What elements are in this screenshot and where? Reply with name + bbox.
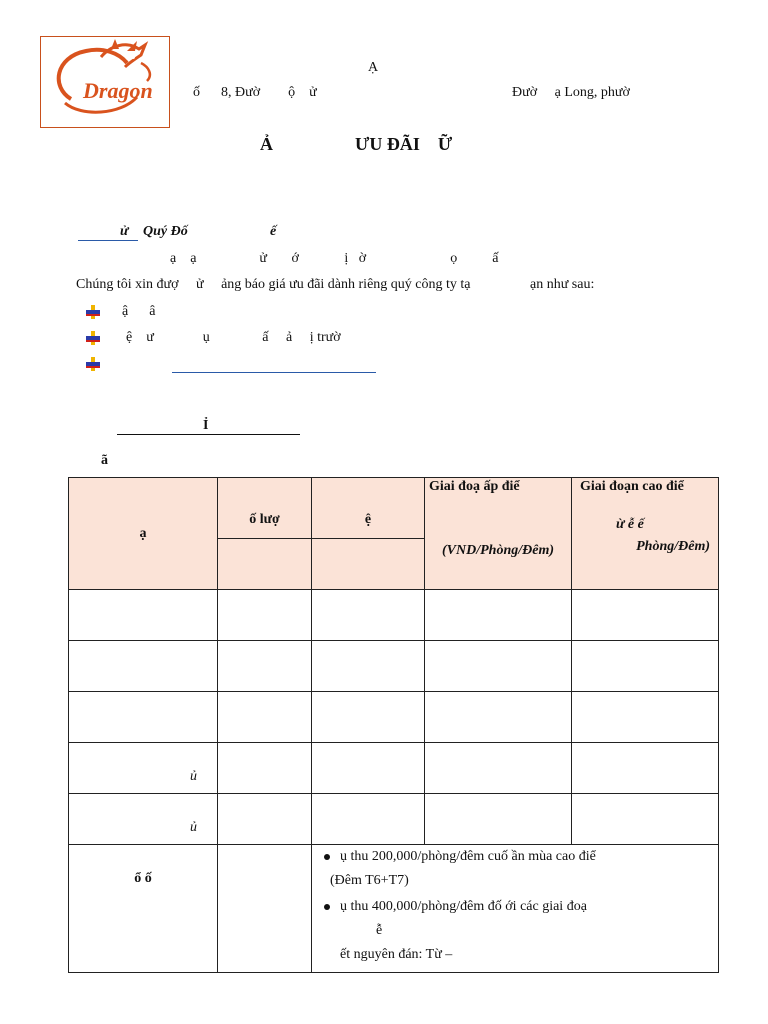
intro-line-1: ạ ạ ử ớ ị ờ ọ ấ (170, 251, 499, 266)
quantity-cell (218, 794, 312, 845)
view-cell (312, 590, 425, 641)
view-cell (312, 743, 425, 794)
low-season-price-cell (425, 641, 572, 692)
surcharge-note-1: ụ thu 200,000/phòng/đêm cuố ần mùa cao điể (316, 845, 714, 869)
header-low-season (425, 478, 572, 590)
document-title-part2: ƯU ĐÃI Ữ (355, 134, 453, 154)
room-type-cell: ủ (69, 743, 218, 794)
header-room-type: ạ (69, 478, 218, 590)
high-season-price-cell (572, 641, 719, 692)
low-season-price-cell (425, 743, 572, 794)
table-row (69, 743, 719, 794)
low-season-price-cell (425, 794, 572, 845)
surcharge-label: ổ ố (69, 845, 218, 973)
greeting-prefix: ử (120, 224, 129, 239)
header-view-sub (312, 539, 425, 590)
surcharge-note-2: ụ thu 400,000/phòng/đêm đố ới các giai đoạ (316, 895, 714, 919)
high-season-price-cell (572, 590, 719, 641)
header-low-season-title: Giai đoạ ấp điể (429, 479, 520, 494)
bullet-cross-icon (86, 331, 100, 345)
bullet-text-2: ệ ư ụ ấ ả ị trườ (126, 330, 341, 345)
surcharge-note-3: ết nguyên đán: Từ – (340, 947, 453, 962)
bullet-link-underline[interactable] (172, 372, 376, 373)
bullet-cross-icon (86, 305, 100, 319)
room-type-cell (69, 590, 218, 641)
high-season-price-cell (572, 692, 719, 743)
price-table (68, 477, 719, 973)
table-row (69, 692, 719, 743)
view-cell (312, 641, 425, 692)
header-low-season-unit: (VND/Phòng/Đêm) (442, 543, 554, 558)
low-season-price-cell (425, 692, 572, 743)
header-quantity-sub (218, 539, 312, 590)
quantity-cell (218, 743, 312, 794)
surcharge-row (69, 845, 719, 973)
quantity-cell (218, 692, 312, 743)
header-high-season-title: Giai đoạn cao điể (580, 479, 684, 494)
section-underline (117, 434, 300, 435)
view-cell (312, 692, 425, 743)
room-type-cell: ủ (69, 794, 218, 845)
bullet-cross-icon (86, 357, 100, 371)
low-season-price-cell (425, 590, 572, 641)
table-row (69, 794, 719, 845)
bullet-text-1: ậ â (122, 304, 156, 319)
surcharge-empty-cell (218, 845, 312, 973)
greeting-suffix: ế (270, 224, 277, 239)
dragon-logo-icon (41, 37, 168, 126)
header-high-season (572, 478, 719, 590)
high-season-price-cell (572, 794, 719, 845)
view-cell (312, 794, 425, 845)
company-logo (40, 36, 170, 128)
header-high-season-range: ừ ễ ế (616, 517, 644, 532)
room-type-cell (69, 692, 218, 743)
header-high-season-unit: Phòng/Đêm) (636, 539, 710, 554)
header-quantity: ố lượ (218, 478, 312, 539)
surcharge-notes (312, 845, 719, 973)
section-title: Ỉ (203, 418, 209, 433)
section-subtitle: ã (101, 453, 108, 468)
company-name: Ạ (368, 60, 379, 75)
address-right: Đườ ạ Long, phườ (512, 85, 630, 100)
room-type-cell (69, 641, 218, 692)
surcharge-note-2b: ễ (376, 923, 383, 938)
table-row (69, 641, 719, 692)
surcharge-note-1b: (Đêm T6+T7) (330, 873, 409, 888)
greeting-underline (78, 240, 138, 241)
quantity-cell (218, 641, 312, 692)
header-view: ệ (312, 478, 425, 539)
logo-text: Dragon (83, 78, 153, 103)
high-season-price-cell (572, 743, 719, 794)
quantity-cell (218, 590, 312, 641)
intro-line-2: Chúng tôi xin đượ ử ảng báo giá ưu đãi dành riêng quý công ty tạ ạn như sau: (76, 277, 595, 292)
document-title-part1: Ả (260, 134, 273, 154)
table-row (69, 590, 719, 641)
address-left: ố 8, Đườ ộ ử (193, 85, 317, 100)
greeting-recipient: Quý Đố (143, 224, 188, 239)
